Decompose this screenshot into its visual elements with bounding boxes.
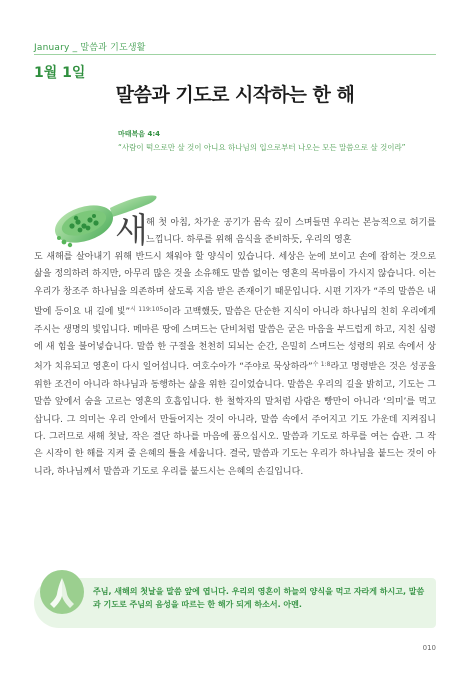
verse-text: “사람이 떡으로만 살 것이 아니요 하나님의 입으로부터 나오는 모든 말씀으로 살 것이라”	[118, 143, 406, 152]
body-text-part-3: 라고 명령받은 것은 성공을 위한 조건이 아니라 하나님과 동행하는 삶을 위한 길이었습니다. 말씀은 우리의 길을 밝히고, 기도는 그 말씀 앞에서 숨을 고르는 영혼의 호흡입니다. 한 철학자의 말처럼 사람은 빵만이 아니라 ‘의미’를 먹고 삽니다. 그 의미는 우리 안에서 만들어지는 것이 아니라, 말씀 속에서 주어지고 기도 가운데 지켜집니다. 그러므로 새해 첫날, 작은 결단 하나를 마음에 품으십시오. 말씀과 기도로 하루를 여는 습관. 그 작은 시작이 한 해를 지켜 줄 은혜의 틀을 세웁니다. 결국, 말씀과 기도는 우리가 하나님을 붙드는 것이 아니라, 하나님께서 말씀과 기도로 우리를 붙드시는 은혜의 손길입니다.	[34, 362, 436, 477]
praying-hands-icon	[40, 570, 84, 614]
body-text-part-2: 이라 고백했듯, 말씀은 단순한 지식이 아니라 하나님의 친히 우리에게 주시는 생명의 빛입니다. 메마른 땅에 스며드는 단비처럼 말씀은 굳은 마음을 부드럽게 하고, 지친 심령에 새 힘을 불어넣습니다. 말씀 한 구절을 천천히 되뇌는 순간, 은밀히 스며드는 성령의 위로 속에서 상처가 치유되고 영혼이 다시 일어섭니다. 여호수아가 “주야로 묵상하라”	[34, 307, 436, 373]
scripture-footnote: 시 119:105	[130, 306, 164, 314]
body-opening-lines: 해 첫 아침, 차가운 공기가 몸속 깊이 스며들면 우리는 본능적으로 허기를 느낍니다. 하루를 위해 음식을 준비하듯, 우리의 영혼	[146, 218, 436, 245]
header-divider	[34, 54, 436, 55]
running-header: January _ 말씀과 기도생활	[34, 43, 146, 53]
prayer-text: 주님, 새해의 첫날을 말씀 앞에 엽니다. 우리의 영혼이 하늘의 양식을 먹고 자라게 하시고, 말씀과 기도로 주님의 음성을 따르는 한 해가 되게 하소서. 아멘.	[93, 587, 425, 609]
drop-cap: 새	[115, 211, 148, 251]
verse-reference: 마태복음 4:4	[118, 130, 161, 138]
scripture-footnote: 수 1:8	[312, 361, 331, 369]
page-title: 말씀과 기도로 시작하는 한 해	[115, 84, 355, 106]
date-label: 1월 1일	[34, 65, 86, 81]
page-number: 010	[422, 644, 436, 652]
body-text-part-1: 도 새해를 살아내기 위해 반드시 채워야 할 양식이 있습니다. 세상은 눈에 보이고 손에 잡히는 것으로 삶을 정의하려 하지만, 아무리 많은 것을 소유해도 말씀 없이는 영혼의 목마름이 가시지 않습니다. 이는 우리가 창조주 하나님을 의존하며 살도록 지음 받은 존재이기 때문입니다. 시편 기자가 “주의 말씀은 내 발에 등이요 내 길에 빛”	[34, 252, 436, 318]
body-paragraph	[34, 249, 436, 481]
